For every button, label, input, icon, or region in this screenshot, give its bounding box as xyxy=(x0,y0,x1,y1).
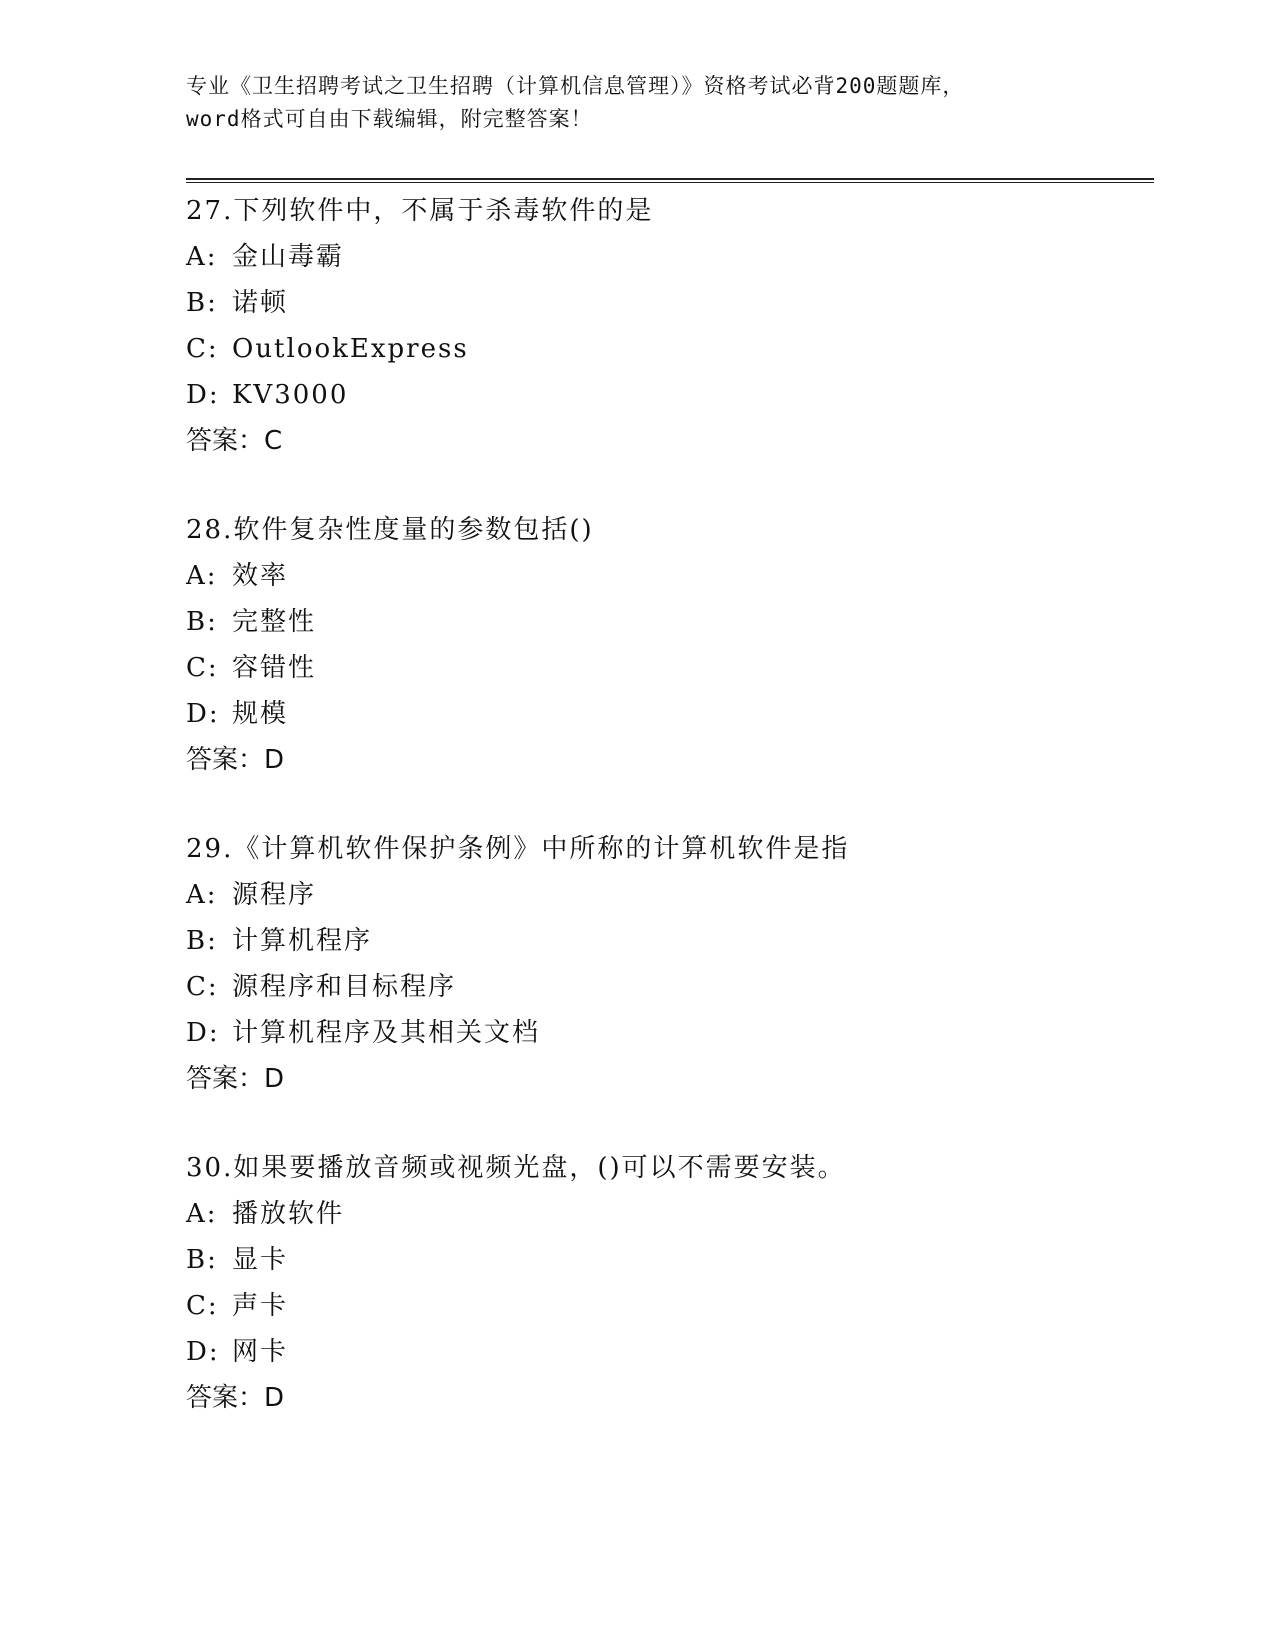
option-text: 显卡 xyxy=(232,1245,289,1275)
option-text: 网卡 xyxy=(232,1337,289,1367)
option-letter: C: xyxy=(186,1291,219,1321)
option-text: 容错性 xyxy=(232,653,317,683)
question-list xyxy=(186,188,1146,1464)
option-b xyxy=(186,1237,1146,1283)
option-a xyxy=(186,234,1146,280)
header-line-2: word格式可自由下载编辑，附完整答案！ xyxy=(186,107,593,131)
answer-line: 答案：D xyxy=(186,745,285,775)
option-d xyxy=(186,1010,1146,1056)
option-letter: C: xyxy=(186,972,219,1002)
option-text: 源程序和目标程序 xyxy=(232,972,457,1002)
option-letter: D: xyxy=(186,380,220,410)
option-a xyxy=(186,1191,1146,1237)
answer-line: 答案：D xyxy=(186,1064,285,1094)
option-b xyxy=(186,918,1146,964)
option-b xyxy=(186,599,1146,645)
option-c xyxy=(186,645,1146,691)
document-header xyxy=(186,70,1086,136)
question-stem: 28.软件复杂性度量的参数包括() xyxy=(186,515,594,545)
option-letter: A: xyxy=(186,880,218,910)
option-text: 源程序 xyxy=(232,880,317,910)
option-letter: B: xyxy=(186,1245,218,1275)
question-29 xyxy=(186,826,1146,1102)
option-a xyxy=(186,553,1146,599)
option-text: 诺顿 xyxy=(232,288,289,318)
option-letter: D: xyxy=(186,1337,220,1367)
header-divider-top xyxy=(186,178,1154,180)
answer-line: 答案：D xyxy=(186,1383,285,1413)
option-d xyxy=(186,372,1146,418)
option-a xyxy=(186,872,1146,918)
question-30 xyxy=(186,1145,1146,1421)
header-divider-bottom xyxy=(186,182,1154,183)
question-stem: 30.如果要播放音频或视频光盘，()可以不需要安装。 xyxy=(186,1153,846,1183)
option-text: 播放软件 xyxy=(232,1199,345,1229)
option-letter: D: xyxy=(186,699,220,729)
option-b xyxy=(186,280,1146,326)
question-27 xyxy=(186,188,1146,464)
option-text: 规模 xyxy=(232,699,289,729)
option-letter: B: xyxy=(186,926,218,956)
option-letter: C: xyxy=(186,334,219,364)
option-letter: D: xyxy=(186,1018,220,1048)
option-text: KV3000 xyxy=(232,380,349,410)
option-letter: B: xyxy=(186,607,218,637)
option-text: 金山毒霸 xyxy=(232,242,345,272)
option-letter: A: xyxy=(186,242,218,272)
question-stem: 27.下列软件中，不属于杀毒软件的是 xyxy=(186,196,654,226)
header-line-1: 专业《卫生招聘考试之卫生招聘（计算机信息管理）》资格考试必背200题题库， xyxy=(186,74,965,98)
option-letter: A: xyxy=(186,561,218,591)
option-letter: A: xyxy=(186,1199,218,1229)
option-letter: C: xyxy=(186,653,219,683)
answer-line: 答案：C xyxy=(186,426,283,456)
option-c xyxy=(186,326,1146,372)
option-text: OutlookExpress xyxy=(232,334,469,364)
option-text: 声卡 xyxy=(232,1291,289,1321)
option-text: 计算机程序及其相关文档 xyxy=(232,1018,541,1048)
option-letter: B: xyxy=(186,288,218,318)
option-c xyxy=(186,964,1146,1010)
option-text: 完整性 xyxy=(232,607,317,637)
option-text: 计算机程序 xyxy=(232,926,373,956)
option-d xyxy=(186,691,1146,737)
option-d xyxy=(186,1329,1146,1375)
question-28 xyxy=(186,507,1146,783)
question-stem: 29.《计算机软件保护条例》中所称的计算机软件是指 xyxy=(186,834,850,864)
option-text: 效率 xyxy=(232,561,289,591)
option-c xyxy=(186,1283,1146,1329)
